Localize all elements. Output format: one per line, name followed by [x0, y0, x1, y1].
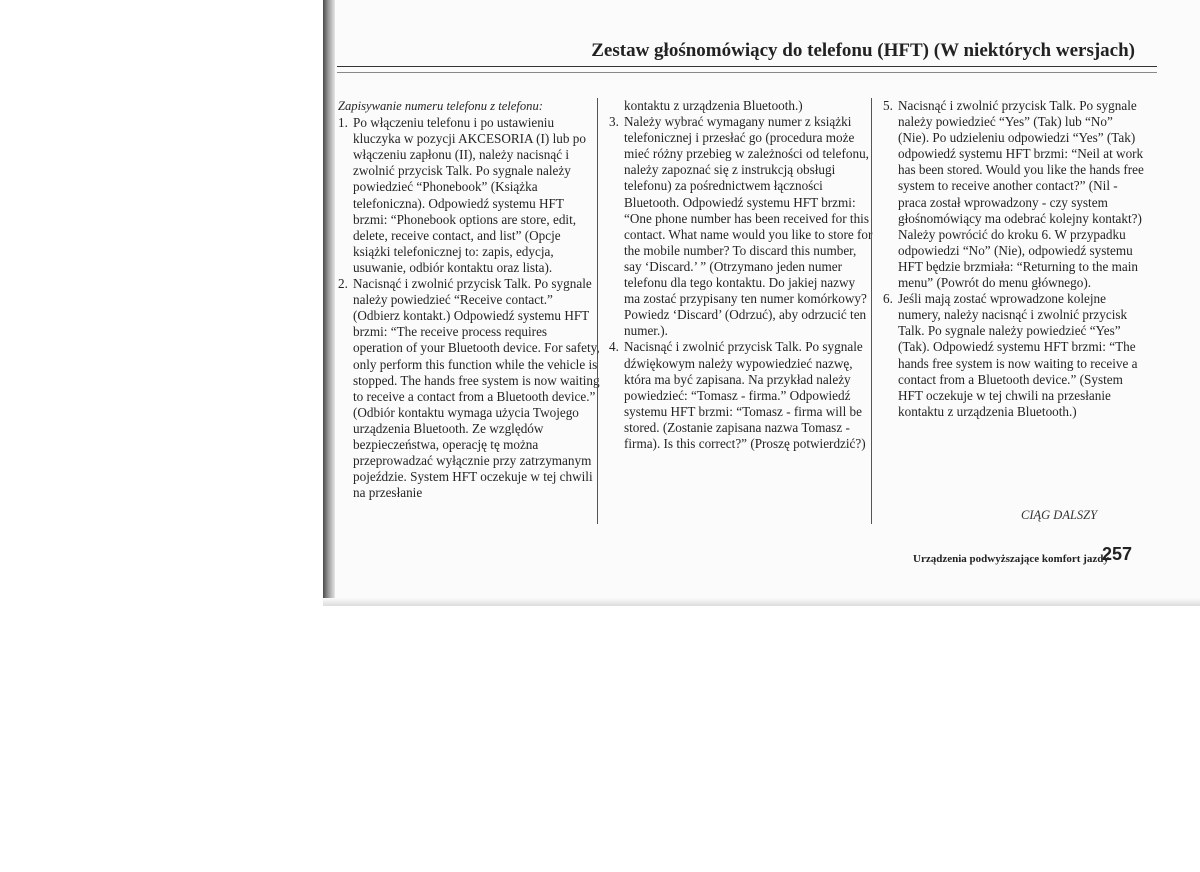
- header-rule-thin: [337, 72, 1157, 73]
- section-subheading: Zapisywanie numeru telefonu z telefonu:: [338, 99, 543, 113]
- text-column-1: [338, 98, 600, 501]
- header-rule: [337, 66, 1157, 67]
- page-bottom-edge: [323, 598, 1200, 606]
- step-number: 2.: [338, 276, 348, 292]
- step-text: Należy wybrać wymagany numer z książki telefonicznej i przesłać go (procedura może mieć różny przebieg w zależności od telefonu, należy zapoznać się z instrukcją obsługi telefonu) za pośrednictwem łączności Bluetooth. Odpowiedź systemu HFT brzmi: “One phone number has been received for this contact. What name would you like to store for the mobile number? To discard this number, say ‘Discard.’ ” (Otrzymano jeden numer telefonu dla tego kontaktu. Do jakiej nazwy ma zostać przypisany ten numer komórkowy? Powiedz ‘Discard’ (Odrzuć), aby odrzucić ten numer.).: [624, 114, 873, 339]
- step-number: 3.: [609, 114, 619, 130]
- column-divider: [597, 98, 598, 524]
- step-list: [609, 114, 873, 452]
- step-item: [883, 291, 1145, 420]
- step-number: 1.: [338, 115, 348, 131]
- step-list: [338, 115, 600, 501]
- footer-section-title: Urządzenia podwyższające komfort jazdy: [913, 553, 1109, 565]
- page-spine-shadow: [323, 0, 335, 606]
- step-text: Jeśli mają zostać wprowadzone kolejne numery, należy nacisnąć i zwolnić przycisk Talk. Po sygnale należy powiedzieć “Yes” (Tak). Odpowiedź systemu HFT brzmi: “The hands free system is now waiting to receive a contact from a Bluetooth device.” (System HFT oczekuje w tej chwili na przesłanie kontaktu z urządzenia Bluetooth.): [898, 291, 1138, 419]
- text-column-2: [609, 98, 873, 452]
- step-text: Po włączeniu telefonu i po ustawieniu kluczyka w pozycji AKCESORIA (I) lub po włączeniu zapłonu (II), należy nacisnąć i zwolnić przycisk Talk. Po sygnale należy powiedzieć “Phonebook” (Książka telefoniczna). Odpowiedź systemu HFT brzmi: “Phonebook options are store, edit, delete, receive contact, and list” (Opcje książki telefonicznej to: zapis, edycja, usuwanie, odbiór kontaktu oraz lista).: [353, 115, 586, 275]
- column-divider: [871, 98, 872, 524]
- step-item: [338, 115, 600, 276]
- continuation-text: kontaktu z urządzenia Bluetooth.): [624, 98, 803, 113]
- step-item: [609, 114, 873, 339]
- step-number: 5.: [883, 98, 893, 113]
- continued-label: CIĄG DALSZY: [1021, 508, 1098, 522]
- page-header-title: Zestaw głośnomówiący do telefonu (HFT) (W niektórych wersjach): [591, 40, 1135, 61]
- manual-page: [323, 0, 1200, 606]
- step-text: Nacisnąć i zwolnić przycisk Talk. Po sygnale dźwiękowym należy wypowiedzieć nazwę, która ma być zapisana. Na przykład należy powiedzieć: “Tomasz - firma.” Odpowiedź systemu HFT brzmi: “Tomasz - firma will be stored. (Zostanie zapisana nazwa Tomasz - firma). Is this correct?” (Proszę potwierdzić?): [624, 339, 866, 451]
- step-item: [338, 276, 600, 501]
- step-number: 6.: [883, 291, 893, 307]
- step-list: [883, 98, 1145, 420]
- text-column-3: [883, 98, 1145, 420]
- step-text: Nacisnąć i zwolnić przycisk Talk. Po sygnale należy powiedzieć “Receive contact.” (Odbierz kontakt.) Odpowiedź systemu HFT brzmi: “The receive process requires operation of your Bluetooth device. For safety, only perform this function while the vehicle is stopped. The hands free system is now waiting to receive a contact from a Bluetooth device.” (Odbiór kontaktu wymaga użycia Twojego urządzenia Bluetooth. Ze względów bezpieczeństwa, operację tę można przeprowadzać wyłącznie przy zatrzymanym pojeździe. System HFT oczekuje w tej chwili na przesłanie: [353, 276, 600, 501]
- step-item: [883, 98, 1145, 291]
- step-item: [609, 339, 873, 452]
- step-number: 4.: [609, 339, 619, 355]
- page-number: 257: [1102, 544, 1133, 564]
- step-text: Nacisnąć i zwolnić przycisk Talk. Po sygnale należy powiedzieć “Yes” (Tak) lub “No” (Nie). Po udzieleniu odpowiedzi “Yes” (Tak) odpowiedź systemu HFT brzmi: “Neil at work has been stored. Would you like the hands free system to receive another contact?” (Nil - praca został wprowadzony - czy system głośnomówiący ma odebrać kolejny kontakt?) Należy powrócić do kroku 6. W przypadku odpowiedzi “No” (Nie), odpowiedź systemu HFT będzie brzmiała: “Returning to the main menu” (Powrót do menu głównego).: [898, 98, 1144, 291]
